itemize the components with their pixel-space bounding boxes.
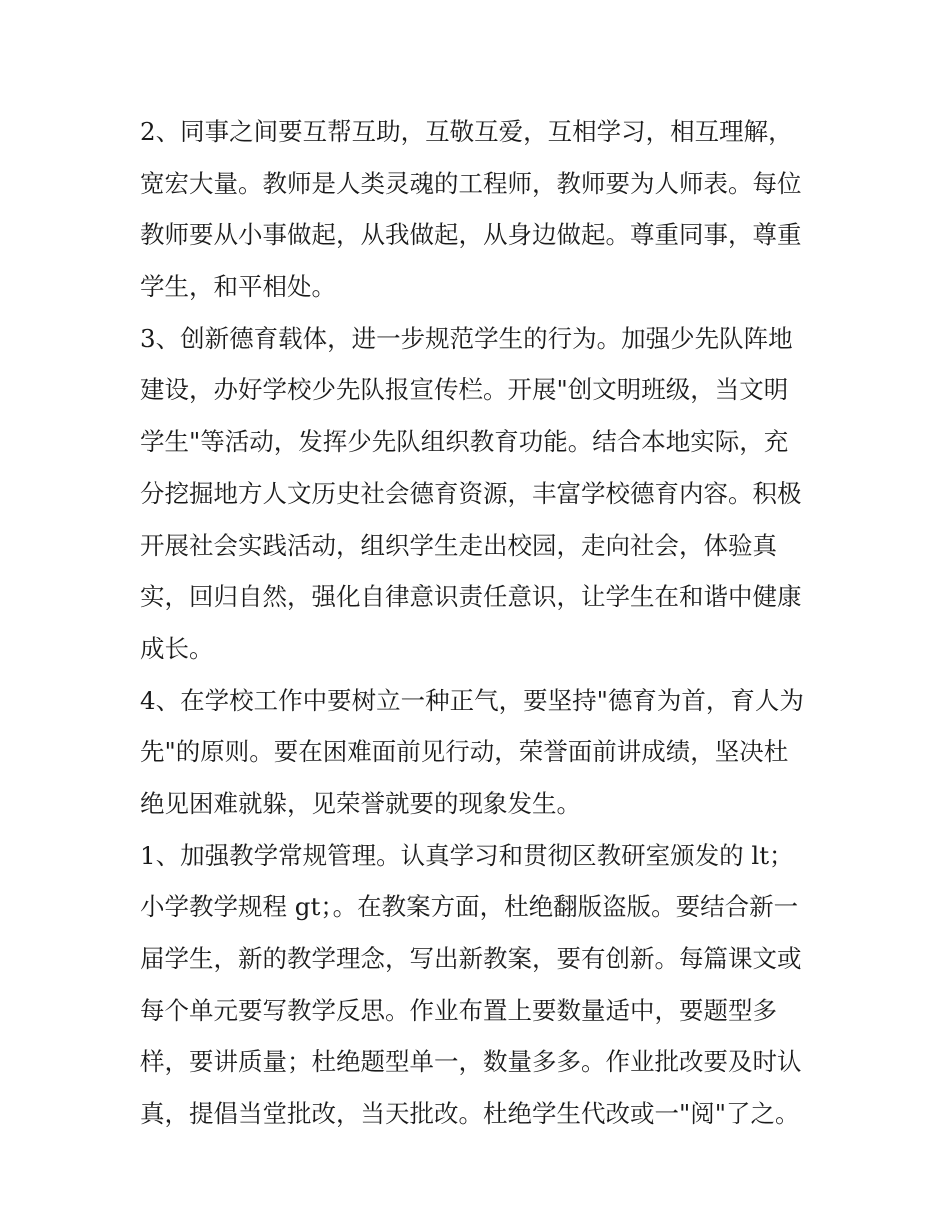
text-line: 实，回归自然，强化自律意识责任意识，让学生在和谐中健康	[140, 582, 802, 612]
text-line: 成长。	[140, 633, 214, 663]
text-line: 绝见困难就躲，见荣誉就要的现象发生。	[140, 788, 581, 818]
text-line: 小学教学规程 gt；。在教案方面，杜绝翻版盗版。要结合新一	[140, 892, 799, 922]
text-line: 宽宏大量。教师是人类灵魂的工程师，教师要为人师表。每位	[140, 168, 802, 198]
text-line: 每个单元要写教学反思。作业布置上要数量适中，要题型多	[140, 995, 777, 1025]
text-line: 建设，办好学校少先队报宣传栏。开展"创文明班级，当文明	[140, 375, 789, 405]
text-line: 1、加强教学常规管理。认真学习和贯彻区教研室颁发的 lt；	[140, 840, 794, 870]
text-line: 届学生，新的教学理念，写出新教案，要有创新。每篇课文或	[140, 944, 802, 973]
text-line: 分挖掘地方人文历史社会德育资源，丰富学校德育内容。积极	[140, 478, 802, 508]
text-line: 教师要从小事做起，从我做起，从身边做起。尊重同事，尊重	[140, 220, 802, 250]
text-line: 学生，和平相处。	[140, 272, 336, 302]
text-line: 真，提倡当堂批改，当天批改。杜绝学生代改或一"阅"了之。	[140, 1099, 800, 1129]
text-line: 开展社会实践活动，组织学生走出校园，走向社会，体验真	[140, 530, 777, 560]
text-line: 学生"等活动，发挥少先队组织教育功能。结合本地实际，充	[140, 427, 789, 457]
text-line: 3、创新德育载体，进一步规范学生的行为。加强少先队阵地	[140, 323, 793, 353]
text-line: 先"的原则。要在困难面前见行动，荣誉面前讲成绩，坚决杜	[140, 737, 789, 767]
document-body	[140, 106, 816, 1140]
text-line: 4、在学校工作中要树立一种正气，要坚持"德育为首，育人为	[140, 685, 804, 715]
text-line: 2、同事之间要互帮互助，互敬互爱，互相学习，相互理解，	[140, 117, 793, 146]
text-line: 样，要讲质量；杜绝题型单一，数量多多。作业批改要及时认	[140, 1047, 802, 1077]
